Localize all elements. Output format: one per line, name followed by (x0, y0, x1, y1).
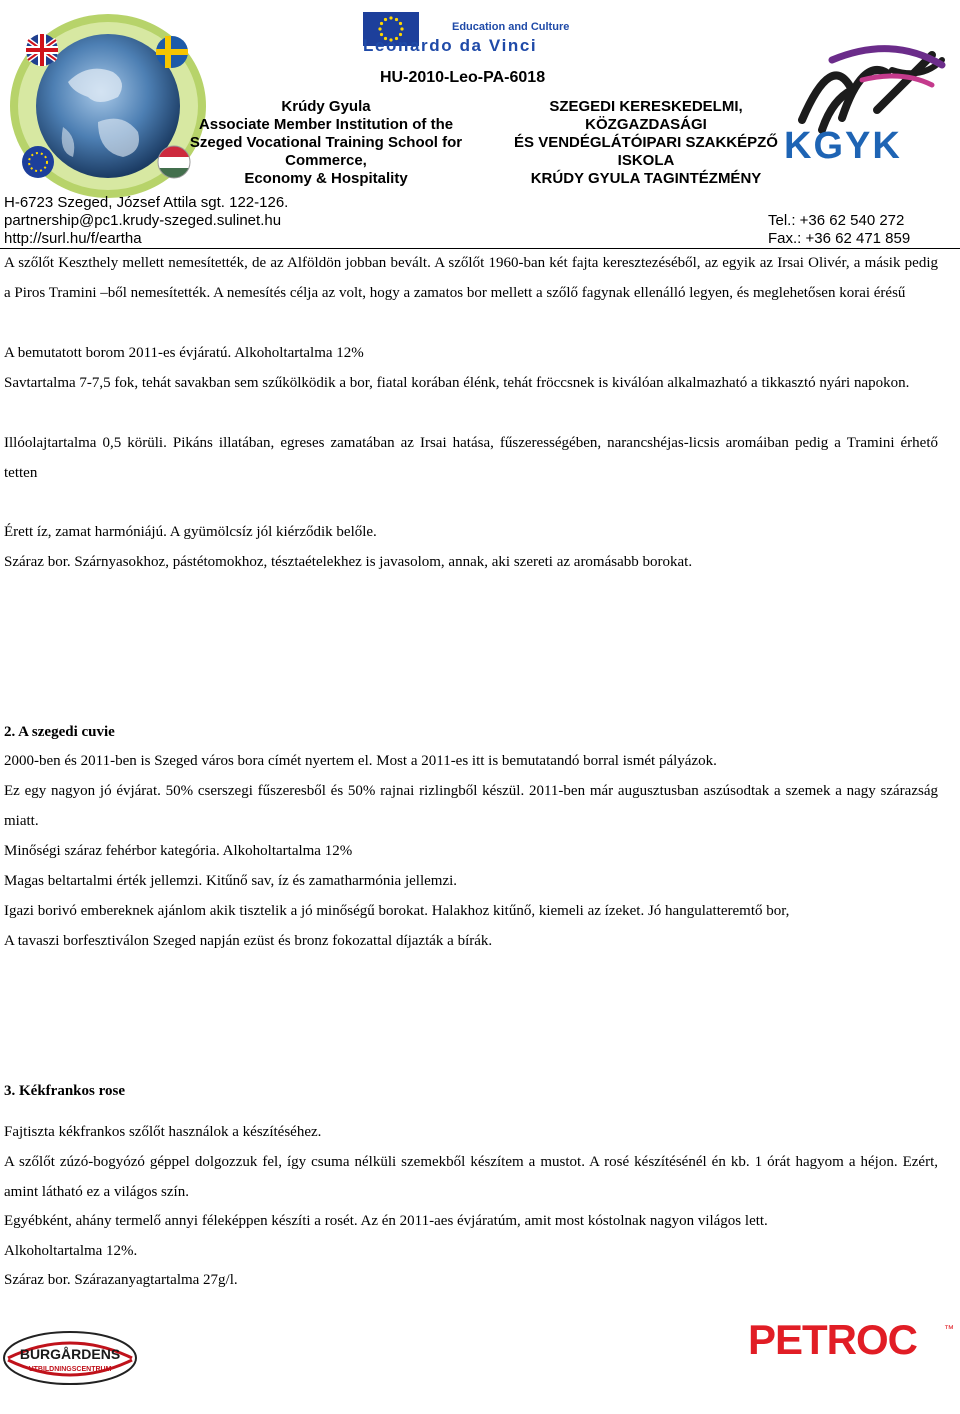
right-school-line: SZEGEDI KERESKEDELMI, (549, 98, 743, 115)
left-school-line: Economy & Hospitality (244, 170, 408, 187)
paragraph: Száraz bor. Szárazanyagtartalma 27g/l. (4, 1272, 238, 1288)
paragraph: Érett íz, zamat harmóniájú. A gyümölcsíz jól kiérződik belőle. (4, 524, 377, 540)
paragraph: Igazi borivó embereknek ajánlom akik tisztelik a jó minőségű borokat. Halakhoz kitűnő, kiemeli az ízeket. Jó hangulatteremtő bor, (4, 903, 790, 919)
paragraph: Alkoholtartalma 12%. (4, 1243, 138, 1259)
paragraph: Ez egy nagyon jó évjárat. 50% cserszegi fűszeresből és 50% rajnai rizlingből készül. 2011-ben már augusztusban aszúsodtak a szemek a nagy szárazság miatt. (4, 783, 938, 829)
leonardo-logo-text: Leonardo da Vinci (363, 36, 538, 55)
paragraph: Magas beltartalmi érték jellemzi. Kitűnő sav, íz és zamatharmónia jellemzi. (4, 873, 458, 889)
project-code: HU-2010-Leo-PA-6018 (380, 69, 546, 86)
kgyk-logo (782, 40, 954, 162)
kgyk-logo-text: KGYK (784, 125, 902, 162)
right-school-line: KÖZGAZDASÁGI (585, 116, 707, 133)
left-school-line: Associate Member Institution of the (198, 116, 454, 133)
burgardens-logo-icon (2, 1330, 138, 1386)
paragraph: Egyébként, ahány termelő annyi féleképpen készíti a rosét. Az én 2011-aes évjáratúm, amit most kóstolnak nagyon világos lett. (4, 1213, 768, 1229)
section-heading: 3. Kékfrankos rose (4, 1083, 125, 1099)
burgardens-title: BURGÅRDENS (19, 1346, 121, 1362)
telephone: Tel.: +36 62 540 272 (768, 212, 905, 229)
right-school-line: KRÚDY GYULA TAGINTÉZMÉNY (530, 170, 762, 187)
burgardens-subtitle: UTBILDNINGSCENTRUM (28, 1366, 112, 1373)
paragraph: Száraz bor. Szárnyasokhoz, pástétomokhoz, tésztaételekhez is javasolom, annak, aki szereti az aromásabb borokat. (4, 554, 693, 570)
email-link[interactable]: partnership@pc1.krudy-szeged.sulinet.hu (4, 212, 282, 229)
fax: Fax.: +36 62 471 859 (768, 230, 911, 247)
paragraph: A bemutatott borom 2011-es évjáratú. Alkoholtartalma 12% (4, 345, 364, 361)
paragraph: A tavaszi borfesztiválon Szeged napján ezüst és bronz fokozattal díjazták a bírák. (4, 933, 493, 949)
petroc-logo: PETROC (748, 1316, 918, 1363)
paragraph: A szőlőt zúzó-bogyózó géppel dolgozzuk fel, így csuma nélküli szemekből készítem a mustot. A rosé készítésénél én kb. 1 órát hagyom a héjon. Ezért, amint látható ez a világos szín. (4, 1154, 938, 1200)
left-school-line: Szeged Vocational Training School for (189, 134, 463, 151)
burgardens-logo (2, 1330, 138, 1386)
paragraph: Fajtiszta kékfrankos szőlőt használok a készítéséhez. (4, 1124, 322, 1140)
left-school-line: Krúdy Gyula (281, 98, 371, 115)
right-school-line: ISKOLA (617, 152, 675, 169)
left-school-line: Commerce, (285, 152, 367, 169)
kgyk-logo-icon (782, 40, 954, 162)
right-school-line: ÉS VENDÉGLÁTÓIPARI SZAKKÉPZŐ (514, 134, 778, 151)
paragraph: Savtartalma 7-7,5 fok, tehát savakban sem szűkölködik a bor, fiatal korában élénk, tehát fröccsnek is kiválóan alkalmazható a tikkasztó nyári napokon. (4, 375, 910, 391)
trademark-icon: ™ (944, 1324, 954, 1335)
right-school-name (500, 98, 792, 188)
paragraph: Illóolajtartalma 0,5 körüli. Pikáns illatában, egreses zamatában az Irsai hatása, fűszerességében, narancshéjas-licsis aromáiban pedig a Tramini érhető tetten (4, 435, 938, 481)
address: H-6723 Szeged, József Attila sgt. 122-126. (4, 194, 289, 211)
left-school-name (178, 98, 474, 188)
url-link[interactable]: http://surl.hu/f/eartha (4, 230, 142, 247)
section-heading: 2. A szegedi cuvie (4, 724, 115, 740)
education-culture-label: Education and Culture (452, 21, 570, 33)
paragraph: Minőségi száraz fehérbor kategória. Alkoholtartalma 12% (4, 843, 353, 859)
paragraph: 2000-ben és 2011-ben is Szeged város bora címét nyertem el. Most a 2011-es itt is bemutatandó borral ismét pályázok. (4, 753, 717, 769)
paragraph: A szőlőt Keszthely mellett nemesítették, de az Alföldön jobban bevált. A szőlőt 1960-ban két fajta keresztezéséből, az egyik az Irsai Olivér, a másik pedig a Piros Tramini –ből nemesítették. A nemesítés célja az volt, hogy a zamatos bor mellett a szőlő fagynak ellenálló legyen, és meglehetősen korai érésű (4, 255, 938, 301)
